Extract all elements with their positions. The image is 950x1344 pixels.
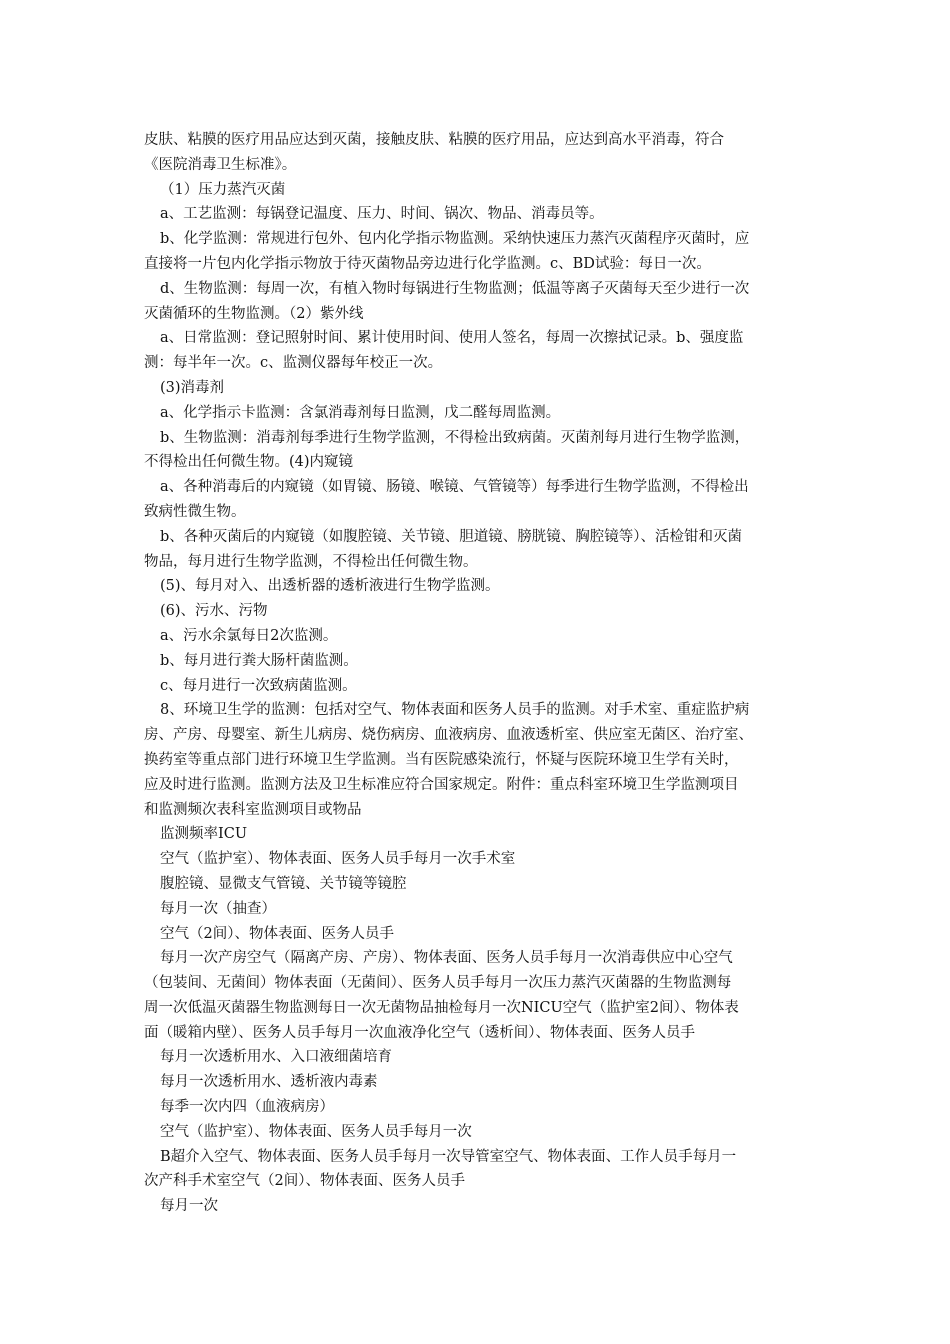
text-line: (3)消毒剂 (160, 379, 225, 396)
text-line: 8、环境卫生学的监测：包括对空气、物体表面和医务人员手的监测。对手术室、重症监护病 (160, 702, 750, 719)
text-line: 空气（监护室）、物体表面、医务人员手每月一次 (160, 1123, 472, 1140)
text-line: 直接将一片包内化学指示物放于待灭菌物品旁边进行化学监测。c、BD试验：每日一次。 (144, 255, 711, 272)
text-line: 空气（监护室）、物体表面、医务人员手每月一次手术室 (160, 851, 516, 868)
text-line: 每月一次透析用水、透析液内毒素 (160, 1074, 378, 1091)
text-line: a、污水余氯每日2次监测。 (160, 627, 338, 644)
text-line: a、工艺监测：每锅登记温度、压力、时间、锅次、物品、消毒员等。 (160, 206, 604, 223)
text-line: (5)、每月对入、出透析器的透析液进行生物学监测。 (160, 578, 500, 595)
text-line: 腹腔镜、显微支气管镜、关节镜等镜腔 (160, 875, 407, 892)
text-line: 物品，每月进行生物学监测，不得检出任何微生物。 (144, 553, 478, 570)
text-line: 次产科手术室空气（2间）、物体表面、医务人员手 (144, 1173, 465, 1190)
text-line: 和监测频次表科室监测项目或物品 (144, 801, 362, 818)
text-line: b、生物监测：消毒剂每季进行生物学监测，不得检出致病菌。灭菌剂每月进行生物学监测， (160, 429, 750, 446)
text-line: B超介入空气、物体表面、医务人员手每月一次导管室空气、物体表面、工作人员手每月一 (160, 1148, 737, 1165)
text-line: 应及时进行监测。监测方法及卫生标准应符合国家规定。附件：重点科室环境卫生学监测项目 (144, 776, 739, 793)
text-line: (6)、污水、污物 (160, 603, 268, 620)
text-line: a、日常监测：登记照射时间、累计使用时间、使用人签名，每周一次擦拭记录。b、强度监 (160, 330, 744, 347)
text-line: 每月一次产房空气（隔离产房、产房）、物体表面、医务人员手每月一次消毒供应中心空气 (160, 950, 733, 967)
text-line: 周一次低温灭菌器生物监测每日一次无菌物品抽检每月一次NICU空气（监护室2间）、物体表 (144, 999, 739, 1016)
text-line: 测：每半年一次。c、监测仪器每年校正一次。 (144, 355, 443, 372)
text-line: 换药室等重点部门进行环境卫生学监测。当有医院感染流行，怀疑与医院环境卫生学有关时， (144, 751, 739, 768)
text-line: a、化学指示卡监测：含氯消毒剂每日监测，戊二醛每周监测。 (160, 404, 561, 421)
text-line: 每月一次 (160, 1198, 218, 1215)
text-line: 《医院消毒卫生标准》。 (144, 156, 297, 173)
text-line: 每季一次内四（血液病房） (160, 1099, 334, 1116)
text-line: （1）压力蒸汽灭菌 (160, 181, 286, 198)
text-line: 致病性微生物。 (144, 503, 246, 520)
text-line: b、每月进行粪大肠杆菌监测。 (160, 652, 358, 669)
text-line: a、各种消毒后的内窥镜（如胃镜、肠镜、喉镜、气管镜等）每季进行生物学监测，不得检出 (160, 479, 749, 496)
text-line: d、生物监测：每周一次，有植入物时每锅进行生物监测；低温等离子灭菌每天至少进行一次 (160, 280, 750, 297)
text-line: 房、产房、母婴室、新生儿病房、烧伤病房、血液病房、血液透析室、供应室无菌区、治疗室、 (144, 727, 753, 744)
text-line: 面（暖箱内壁）、医务人员手每月一次血液净化空气（透析间）、物体表面、医务人员手 (144, 1024, 695, 1041)
text-line: 每月一次透析用水、入口液细菌培育 (160, 1049, 392, 1066)
document-body (144, 128, 808, 1219)
text-line: c、每月进行一次致病菌监测。 (160, 677, 357, 694)
text-line: （包装间、无菌间）物体表面（无菌间）、医务人员手每月一次压力蒸汽灭菌器的生物监测每 (144, 975, 732, 992)
text-line: b、化学监测：常规进行包外、包内化学指示物监测。采纳快速压力蒸汽灭菌程序灭菌时，应 (160, 231, 750, 248)
text-line: 不得检出任何微生物。(4)内窥镜 (144, 454, 354, 471)
text-line: b、各种灭菌后的内窥镜（如腹腔镜、关节镜、胆道镜、膀胱镜、胸腔镜等）、活检钳和灭菌 (160, 528, 743, 545)
text-line: 皮肤、粘膜的医疗用品应达到灭菌，接触皮肤、粘膜的医疗用品，应达到高水平消毒，符合 (144, 132, 724, 148)
text-line: 灭菌循环的生物监测。（2）紫外线 (144, 305, 364, 322)
text-line: 空气（2间）、物体表面、医务人员手 (160, 925, 394, 942)
text-line: 每月一次（抽查） (160, 900, 276, 917)
text-line: 监测频率ICU (160, 826, 248, 843)
